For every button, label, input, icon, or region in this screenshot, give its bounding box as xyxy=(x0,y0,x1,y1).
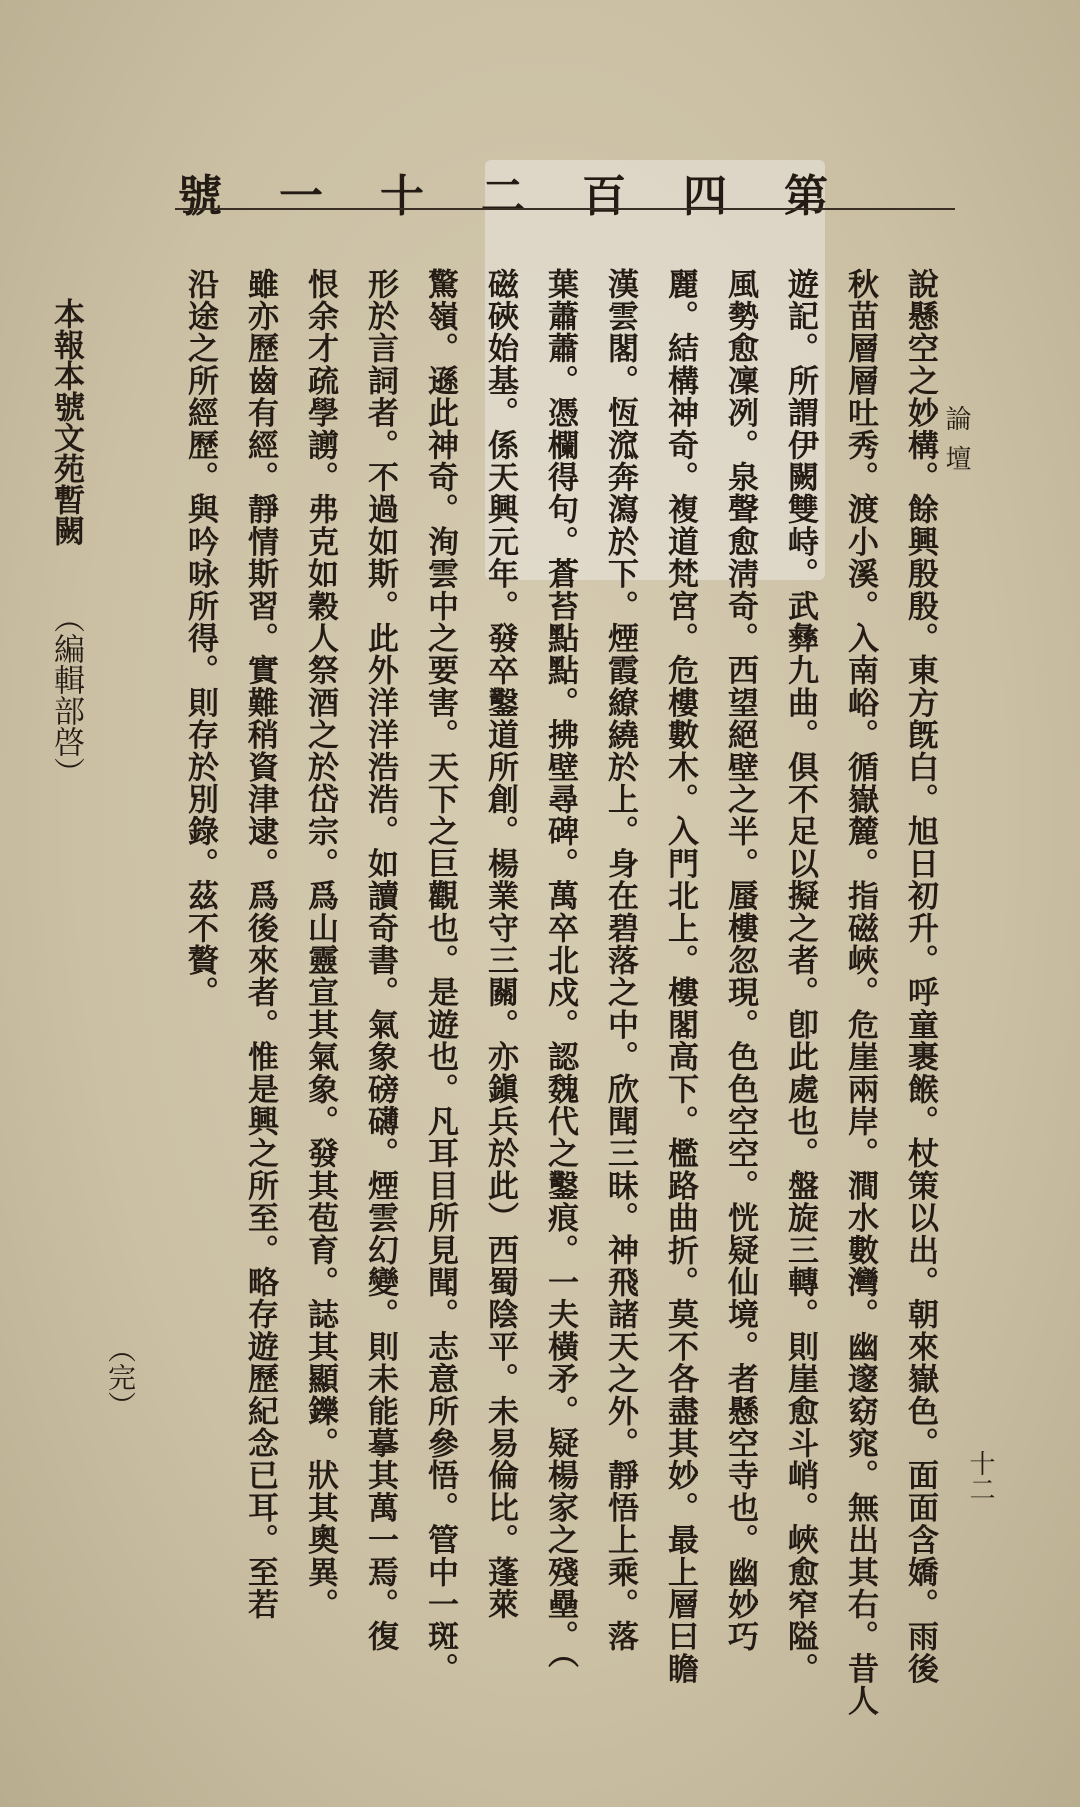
issue-char: 四 xyxy=(683,171,727,222)
text-column: 雖亦歷齒有經。靜情斯習。實難稍資津逮。爲後來者。惟是興之所至。略存遊歷紀念已耳。至若 xyxy=(242,268,278,1621)
text-column: 沿途之所經歷。與吟咏所得。則存於別錄。茲不贅。 xyxy=(182,268,218,1009)
text-column: 驚嶺。遜此神奇。洵雲中之要害。天下之巨觀也。是遊也。凡耳目所見聞。志意所參悟。管中一斑。 xyxy=(422,268,458,1685)
text-column: 遊記。所謂伊闕雙峙。武彝九曲。俱不足以擬之者。卽此處也。盤旋三轉。則崖愈斗峭。峽愈窄隘。 xyxy=(782,268,818,1685)
text-column: 磁硤始基。係天興元年。發卒鑿道所創。楊業守三關。亦鎭兵於此）西蜀陰平。未易倫比。蓬萊 xyxy=(482,268,518,1621)
text-column: 漢雲閣。恆溛奔瀉於下。煙霞繚繞於上。身在碧落之中。欣聞三昧。神飛諸天之外。靜悟上乘。落 xyxy=(602,268,638,1653)
text-column: 麗。結構神奇。複道梵宮。危樓數木。入門北上。樓閣高下。檻路曲折。莫不各盡其妙。最上層曰瞻 xyxy=(662,268,698,1685)
notice-text: 本報本號文苑暫闕 xyxy=(48,298,84,546)
editorial-notice xyxy=(36,298,96,788)
text-column: 秋苗層層吐秀。渡小溪。入南峪。循嶽麓。指磁峽。危崖兩岸。澗水數灣。幽邃窈窕。無出其右。昔人 xyxy=(842,268,878,1717)
section-label: 論壇 xyxy=(941,405,971,485)
notice-signature: （編輯部啓） xyxy=(48,602,84,788)
issue-char: 二 xyxy=(481,171,525,222)
issue-char: 第 xyxy=(784,171,828,222)
issue-title xyxy=(178,160,828,224)
text-column: 說懸空之妙構。餘興殷殷。東方旣白。旭日初升。呼童裹餱。杖策以出。朝來嶽色。面面含嬌。雨後 xyxy=(902,268,938,1685)
issue-char: 號 xyxy=(178,171,222,222)
header-rule xyxy=(175,208,955,210)
page-number: 十二 xyxy=(965,1450,995,1502)
text-column: 形於言詞者。不過如斯。此外洋洋浩浩。如讀奇書。氣象磅礴。煙雲幻變。則未能摹其萬一焉。復 xyxy=(362,268,398,1653)
text-column: 恨余才疏學謭。弗克如穀人祭酒之於岱宗。爲山靈宣其氣象。發其苞育。誌其顯鑠。狀其奧異。 xyxy=(302,268,338,1621)
issue-char: 一 xyxy=(279,171,323,222)
text-column: 葉蕭蕭。憑欄得句。蒼苔點點。拂壁尋碑。萬卒北戍。認魏代之鑿痕。一夫橫矛。疑楊家之殘壘。（ xyxy=(542,268,578,1670)
issue-char: 百 xyxy=(582,171,626,222)
text-column: 風勢愈凜冽。泉聲愈淸奇。西望絕壁之半。蜃樓忽現。色色空空。恍疑仙境。者懸空寺也。幽妙巧 xyxy=(722,268,758,1653)
issue-char: 十 xyxy=(380,171,424,222)
end-mark: （完） xyxy=(104,1335,137,1419)
